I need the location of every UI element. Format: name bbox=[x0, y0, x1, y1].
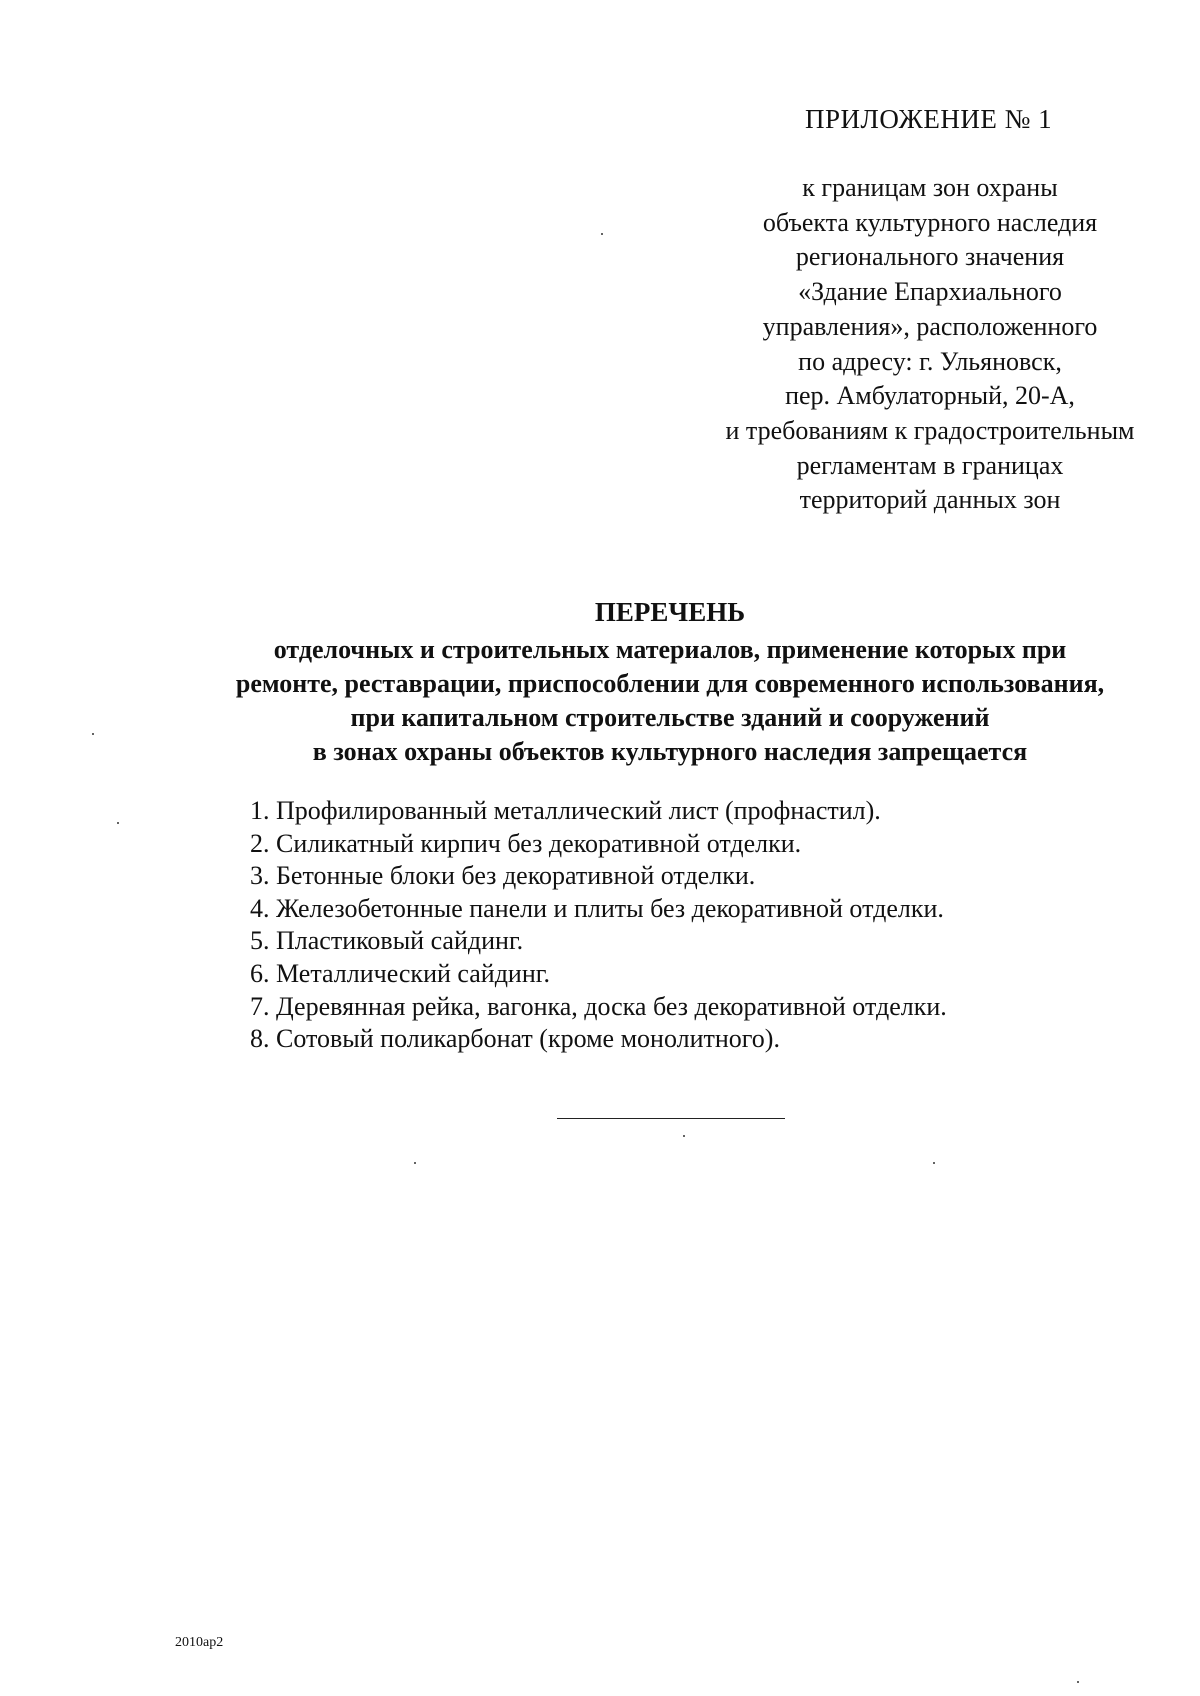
appendix-subtitle-line: по адресу: г. Ульяновск, bbox=[798, 346, 1062, 376]
appendix-title: ПРИЛОЖЕНИЕ № 1 bbox=[805, 104, 1053, 134]
list-item: 6. Металлический сайдинг. bbox=[250, 958, 550, 988]
appendix-subtitle-line: «Здание Епархиального bbox=[798, 277, 1062, 307]
appendix-subtitle-line: к границам зон охраны bbox=[802, 173, 1058, 202]
scan-speck bbox=[414, 1162, 416, 1164]
list-item: 2. Силикатный кирпич без декоративной отделки. bbox=[250, 828, 802, 858]
scan-speck bbox=[683, 1135, 685, 1137]
appendix-subtitle-line: и требованиям к градостроительным bbox=[725, 415, 1135, 445]
list-item: 5. Пластиковый сайдинг. bbox=[250, 926, 524, 956]
end-divider bbox=[557, 1118, 785, 1119]
appendix-subtitle-line: пер. Амбулаторный, 20-А, bbox=[785, 381, 1075, 411]
scan-speck bbox=[601, 233, 603, 235]
scan-speck bbox=[933, 1162, 935, 1164]
appendix-subtitle-line: регламентам в границах bbox=[796, 450, 1064, 480]
document-subtitle-line: в зонах охраны объектов культурного наследия запрещается bbox=[312, 737, 1028, 766]
document-title: ПЕРЕЧЕНЬ bbox=[594, 597, 746, 627]
appendix-subtitle-line: территорий данных зон bbox=[799, 485, 1061, 515]
scan-speck bbox=[1077, 1681, 1079, 1683]
appendix-subtitle-line: управления», расположенного bbox=[762, 311, 1098, 341]
list-item: 3. Бетонные блоки без декоративной отделки. bbox=[250, 861, 756, 891]
document-subtitle-line: ремонте, реставрации, приспособлении для современного использования, bbox=[235, 669, 1105, 698]
appendix-subtitle-line: объекта культурного наследия bbox=[762, 207, 1098, 237]
materials-list bbox=[250, 795, 947, 1056]
document-subtitle-line: отделочных и строительных материалов, применение которых при bbox=[273, 635, 1067, 664]
footer-code: 2010ap2 bbox=[175, 1635, 224, 1650]
document-subtitle-line: при капитальном строительстве зданий и сооружений bbox=[350, 703, 990, 732]
document-subtitle bbox=[160, 633, 1180, 769]
list-item: 1. Профилированный металлический лист (профнастил). bbox=[250, 796, 881, 825]
list-item: 8. Сотовый поликарбонат (кроме монолитного). bbox=[250, 1024, 780, 1054]
list-item: 4. Железобетонные панели и плиты без декоративной отделки. bbox=[250, 893, 944, 923]
appendix-subtitle-line: регионального значения bbox=[795, 242, 1065, 272]
appendix-subtitle bbox=[700, 171, 1160, 518]
list-item: 7. Деревянная рейка, вагонка, доска без декоративной отделки. bbox=[250, 991, 947, 1021]
scan-speck bbox=[92, 733, 94, 735]
scan-speck bbox=[117, 822, 119, 824]
